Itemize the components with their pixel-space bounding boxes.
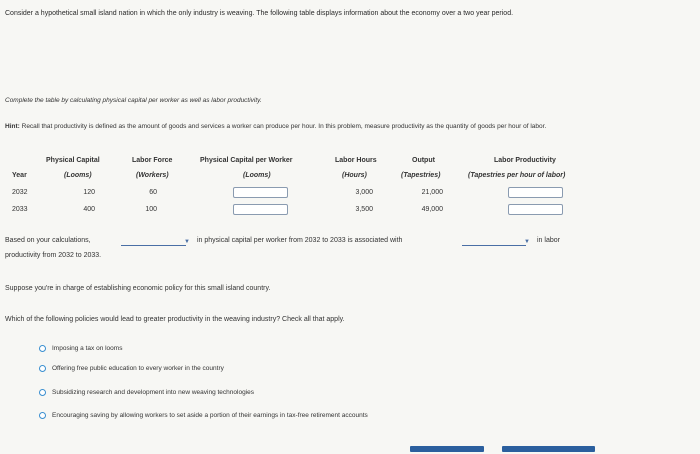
option-label: Encouraging saving by allowing workers to set aside a portion of their earnings in tax-free retirement accounts — [52, 412, 368, 419]
header-productivity: Labor Productivity — [494, 157, 556, 164]
calc-text-1: Based on your calculations, — [5, 237, 91, 244]
option-checkbox[interactable] — [39, 345, 46, 352]
cell-labor: 100 — [145, 206, 157, 213]
cell-capital: 120 — [83, 189, 95, 196]
option-label: Offering free public education to every worker in the country — [52, 365, 224, 372]
chevron-down-icon: ▼ — [524, 239, 530, 245]
header-output-unit: (Tapestries) — [401, 172, 441, 179]
cell-capital: 400 — [83, 206, 95, 213]
capital-change-dropdown[interactable] — [121, 239, 190, 246]
header-hours: Labor Hours — [335, 157, 377, 164]
action-button[interactable] — [502, 446, 595, 452]
calc-text-2: in physical capital per worker from 2032 to 2033 is associated with — [197, 237, 403, 244]
productivity-input-2033[interactable] — [508, 204, 563, 215]
option-checkbox[interactable] — [39, 389, 46, 396]
header-productivity-unit: (Tapestries per hour of labor) — [468, 172, 566, 179]
header-cap-per-worker-unit: (Looms) — [243, 172, 271, 179]
header-output: Output — [412, 157, 435, 164]
header-labor: Labor Force — [132, 157, 173, 164]
option-label: Subsidizing research and development into new weaving technologies — [52, 389, 254, 396]
cell-output: 21,000 — [421, 189, 443, 196]
cell-hours: 3,000 — [355, 189, 373, 196]
cell-output: 49,000 — [421, 206, 443, 213]
question-text: Which of the following policies would lead to greater productivity in the weaving industry? Check all that apply. — [5, 316, 345, 323]
hint-text — [5, 121, 625, 132]
suppose-text: Suppose you're in charge of establishing economic policy for this small island country. — [5, 285, 271, 292]
cell-hours: 3,500 — [355, 206, 373, 213]
option-label: Imposing a tax on looms — [52, 345, 123, 352]
chevron-down-icon: ▼ — [184, 239, 190, 245]
hint-label: Hint: — [5, 123, 20, 130]
hint-body: Recall that productivity is defined as the amount of goods and services a worker can produce per hour. In this problem, measure productivity as the quantity of goods per hour of labor. — [19, 123, 547, 130]
option-checkbox[interactable] — [39, 412, 46, 419]
header-year: Year — [12, 172, 27, 179]
header-cap-per-worker: Physical Capital per Worker — [200, 157, 293, 164]
header-capital: Physical Capital — [46, 157, 100, 164]
cell-labor: 60 — [149, 189, 157, 196]
cell-year: 2032 — [12, 189, 28, 196]
option-checkbox[interactable] — [39, 365, 46, 372]
calc-text-4: productivity from 2032 to 2033. — [5, 252, 102, 259]
cap-per-worker-input-2032[interactable] — [233, 187, 288, 198]
header-hours-unit: (Hours) — [342, 172, 367, 179]
action-button[interactable] — [410, 446, 484, 452]
header-labor-unit: (Workers) — [136, 172, 169, 179]
cell-year: 2033 — [12, 206, 28, 213]
instruction-text: Complete the table by calculating physical capital per worker as well as labor productivity. — [5, 97, 262, 104]
cap-per-worker-input-2033[interactable] — [233, 204, 288, 215]
intro-text: Consider a hypothetical small island nation in which the only industry is weaving. The following table displays information about the economy over a two year period. — [5, 10, 514, 17]
calc-text-3: in labor — [537, 237, 560, 244]
header-capital-unit: (Looms) — [64, 172, 92, 179]
productivity-change-dropdown[interactable] — [462, 239, 530, 246]
productivity-input-2032[interactable] — [508, 187, 563, 198]
